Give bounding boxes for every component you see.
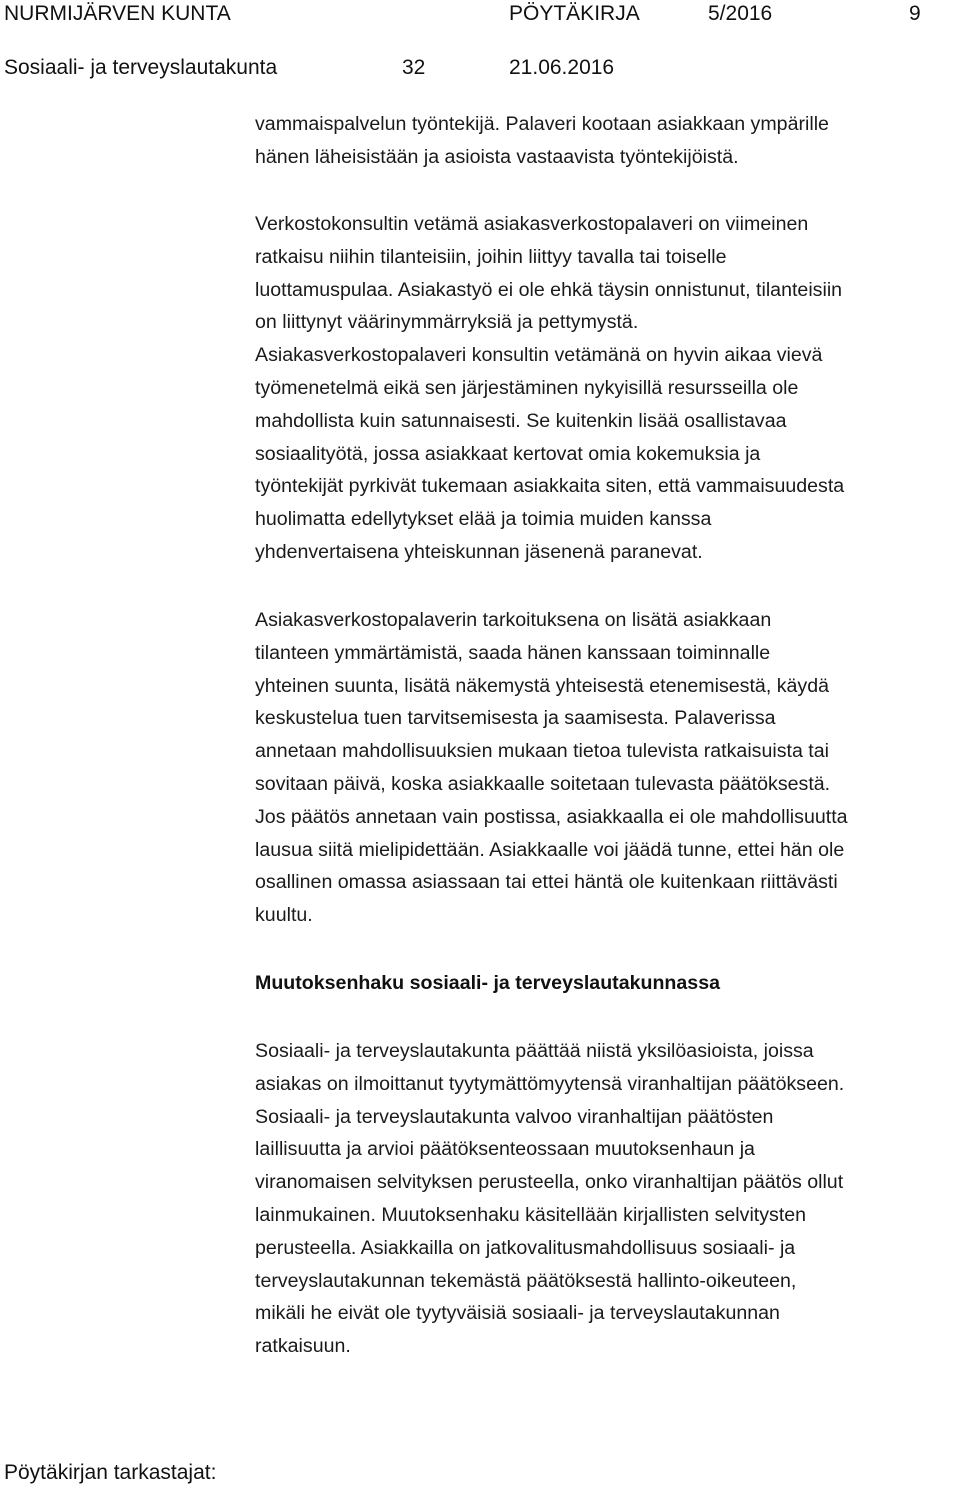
text-line: Asiakasverkostopalaveri konsultin vetämänä on hyvin aikaa vievä: [255, 344, 823, 367]
paragraph-2: [255, 208, 957, 569]
meeting-date: 21.06.2016: [509, 56, 615, 79]
text-line: lainmukainen. Muutoksenhaku käsitellään kirjallisten selvitysten: [255, 1203, 807, 1226]
section-heading: Muutoksenhaku sosiaali- ja terveyslautakunnassa: [255, 972, 720, 994]
inspectors-label: Pöytäkirjan tarkastajat:: [4, 1461, 217, 1484]
text-line: tilanteen ymmärtämistä, saada hänen kanssaan toiminnalle: [255, 641, 771, 664]
organization-name: NURMIJÄRVEN KUNTA: [4, 2, 231, 25]
text-line: työntekijät pyrkivät tukemaan asiakkaita siten, että vammaisuudesta: [255, 475, 845, 498]
text-line: Asiakasverkostopalaverin tarkoituksena on lisätä asiakkaan: [255, 609, 772, 631]
text-line: kuultu.: [255, 904, 313, 927]
section-number: 32: [402, 56, 426, 79]
text-line: Jos päätös annetaan vain postissa, asiakkaalla ei ole mahdollisuutta: [255, 805, 848, 828]
text-line: yhteinen suunta, lisätä näkemystä yhteisestä etenemisestä, käydä: [255, 674, 829, 697]
text-line: perusteella. Asiakkailla on jatkovalitusmahdollisuus sosiaali- ja: [255, 1236, 796, 1259]
text-line: Sosiaali- ja terveyslautakunta päättää niistä yksilöasioista, joissa: [255, 1040, 814, 1062]
text-line: Verkostokonsultin vetämä asiakasverkostopalaveri on viimeinen: [255, 213, 809, 235]
text-line: osallinen omassa asiassaan tai ettei häntä ole kuitenkaan riittävästi: [255, 871, 838, 894]
text-line: sosiaalityötä, jossa asiakkaat kertovat omia kokemuksia ja: [255, 442, 761, 465]
document-type: PÖYTÄKIRJA: [509, 2, 640, 25]
text-line: yhdenvertaisena yhteiskunnan jäsenenä paranevat.: [255, 540, 703, 563]
board-name: Sosiaali- ja terveyslautakunta: [4, 56, 278, 79]
text-line: ratkaisuun.: [255, 1335, 351, 1358]
text-line: on liittynyt väärinymmärryksiä ja pettymystä.: [255, 311, 639, 334]
paragraph-4: [255, 1035, 957, 1363]
text-line: viranomaisen selvityksen perusteella, onko viranhaltijan päätös ollut: [255, 1171, 844, 1194]
text-line: vammaispalvelun työntekijä. Palaveri kootaan asiakkaan ympärille: [255, 113, 829, 135]
text-line: keskustelua tuen tarvitsemisesta ja saamisesta. Palaverissa: [255, 707, 776, 730]
text-line: työmenetelmä eikä sen järjestäminen nykyisillä resursseilla ole: [255, 376, 799, 399]
paragraph-3: [255, 604, 957, 932]
page-number: 9: [909, 2, 921, 25]
text-line: annetaan mahdollisuuksien mukaan tietoa tulevista ratkaisuista tai: [255, 740, 829, 763]
document-number: 5/2016: [708, 2, 773, 25]
text-line: mahdollista kuin satunnaisesti. Se kuitenkin lisää osallistavaa: [255, 409, 787, 432]
text-line: terveyslautakunnan tekemästä päätöksestä hallinto-oikeuteen,: [255, 1269, 797, 1292]
text-line: sovitaan päivä, koska asiakkaalle soitetaan tulevasta päätöksestä.: [255, 772, 831, 795]
text-line: mikäli he eivät ole tyytyväisiä sosiaali- ja terveyslautakunnan: [255, 1302, 780, 1325]
text-line: asiakas on ilmoittanut tyytymättömyytensä viranhaltijan päätökseen.: [255, 1072, 845, 1095]
text-line: luottamuspulaa. Asiakastyö ei ole ehkä täysin onnistunut, tilanteisiin: [255, 278, 843, 301]
text-line: ratkaisu niihin tilanteisiin, joihin liittyy tavalla tai toiselle: [255, 245, 727, 268]
text-line: Sosiaali- ja terveyslautakunta valvoo viranhaltijan päätösten: [255, 1105, 774, 1128]
text-line: lausua siitä mielipidettään. Asiakkaalle voi jäädä tunne, ettei hän ole: [255, 838, 845, 861]
text-line: laillisuutta ja arvioi päätöksenteossaan muutoksenhaun ja: [255, 1138, 755, 1161]
text-line: hänen läheisistään ja asioista vastaavista työntekijöistä.: [255, 145, 739, 168]
text-line: huolimatta edellytykset elää ja toimia muiden kanssa: [255, 508, 712, 531]
paragraph-1: [255, 108, 957, 174]
